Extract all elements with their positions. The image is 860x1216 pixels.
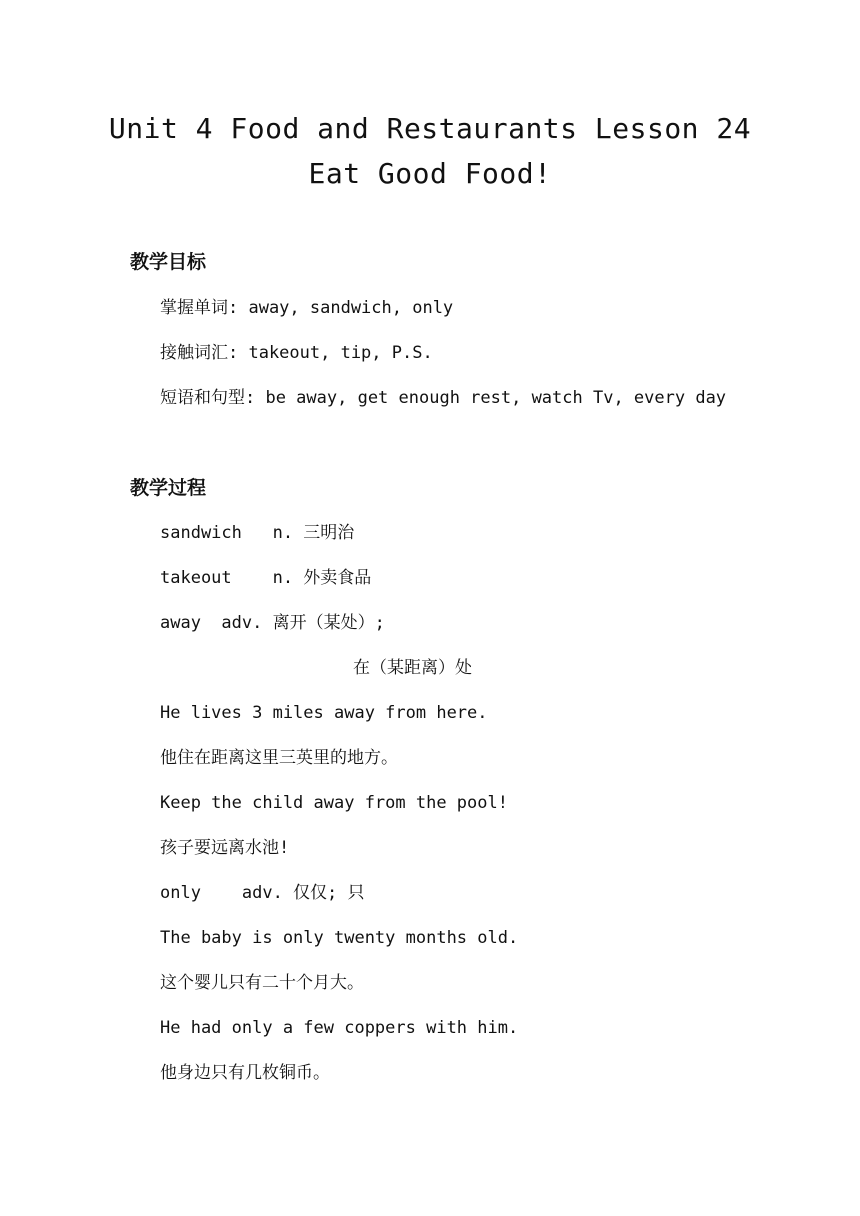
- example-translation-line: 这个婴儿只有二十个月大。: [160, 973, 364, 993]
- vocab-line-sandwich: sandwich n. 三明治: [160, 523, 355, 543]
- example-line: The baby is only twenty months old.: [160, 928, 519, 948]
- document-title: [0, 106, 860, 196]
- example-translation-line: 他身边只有几枚铜币。: [160, 1063, 330, 1083]
- section-heading-process: 教学过程: [130, 477, 207, 499]
- vocab-line-only: only adv. 仅仅; 只: [160, 883, 365, 903]
- objective-line-words: 掌握单词: away, sandwich, only: [160, 298, 454, 318]
- example-line: He had only a few coppers with him.: [160, 1018, 519, 1038]
- example-line: Keep the child away from the pool!: [160, 793, 508, 813]
- example-translation-line: 孩子要远离水池!: [160, 838, 290, 858]
- example-translation-line: 他住在距离这里三英里的地方。: [160, 748, 398, 768]
- title-line-2: Eat Good Food!: [308, 157, 552, 190]
- objective-line-vocabulary: 接触词汇: takeout, tip, P.S.: [160, 343, 433, 363]
- example-line: He lives 3 miles away from here.: [160, 703, 488, 723]
- title-line-1: Unit 4 Food and Restaurants Lesson 24: [108, 112, 752, 145]
- objective-line-phrases: 短语和句型: be away, get enough rest, watch Tv, every day: [160, 388, 727, 408]
- vocab-line-away-meaning2: 在（某距离）处: [353, 658, 472, 678]
- vocab-line-away: away adv. 离开（某处）;: [160, 613, 385, 633]
- vocab-line-takeout: takeout n. 外卖食品: [160, 568, 372, 588]
- section-heading-objectives: 教学目标: [130, 251, 207, 273]
